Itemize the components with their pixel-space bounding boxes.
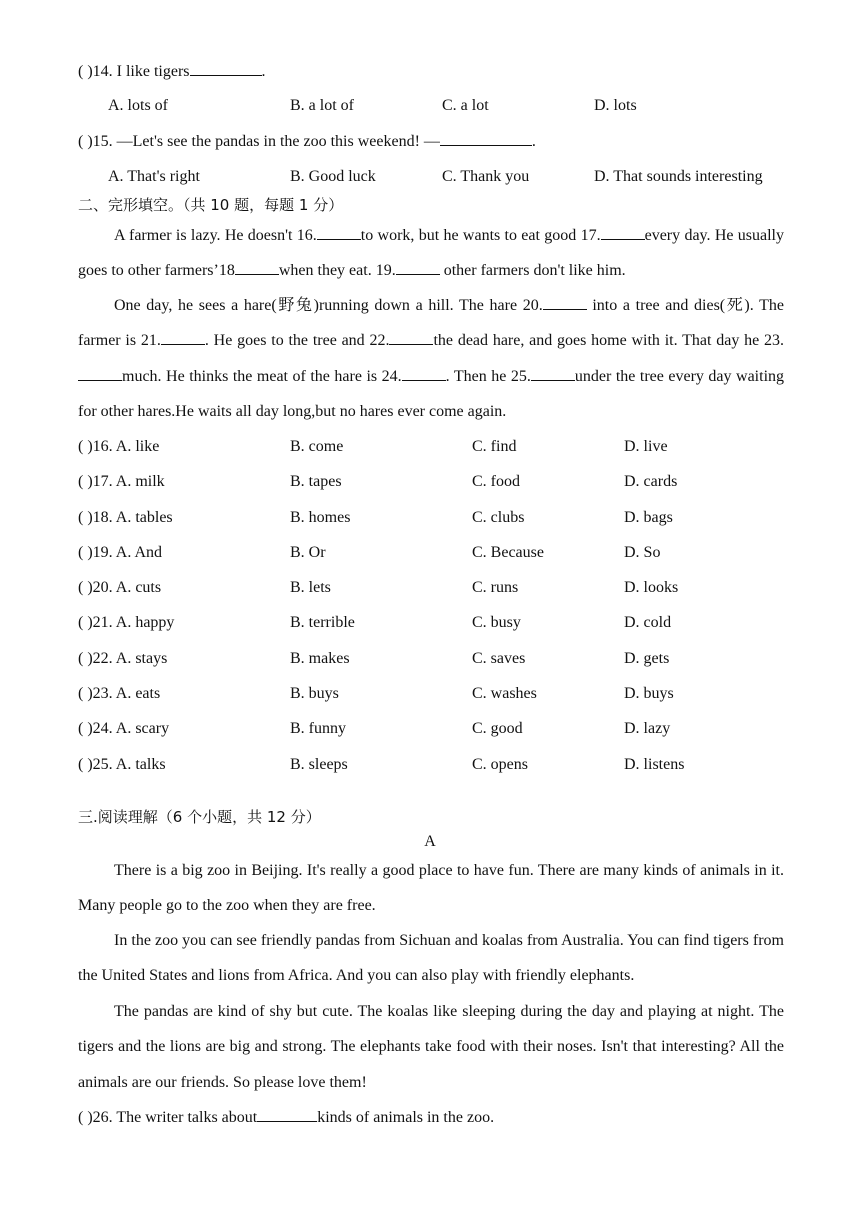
- answer-blank[interactable]: [440, 131, 532, 146]
- question-number-option-a: ( )17. A. milk: [78, 473, 165, 490]
- reading-paragraph-1: There is a big zoo in Beijing. It's really a good place to have fun. There are many kinds of animals in it. Many people go to the zoo when they are free.: [78, 862, 784, 915]
- answer-blank[interactable]: [190, 61, 262, 76]
- option-d: D. gets: [624, 650, 670, 667]
- cloze-text: A farmer is lazy. He doesn't 16.: [114, 227, 317, 244]
- option-b: B. Or: [290, 544, 326, 561]
- option-d: D. That sounds interesting: [594, 168, 763, 185]
- option-b: B. lets: [290, 579, 331, 596]
- blank-25[interactable]: [531, 366, 575, 381]
- option-d: D. live: [624, 438, 668, 455]
- option-d: D. cold: [624, 614, 672, 631]
- option-c: C. find: [472, 438, 517, 455]
- passage-label: A: [424, 833, 436, 850]
- option-c: C. Thank you: [442, 168, 530, 185]
- option-d: D. bags: [624, 509, 673, 526]
- question-number-option-a: ( )22. A. stays: [78, 650, 168, 667]
- blank-24[interactable]: [402, 366, 446, 381]
- cloze-text: under the tree every day waiting for other hares.He waits all day long,but no hares ever come again.: [78, 367, 785, 420]
- question-number-option-a: ( )18. A. tables: [78, 509, 173, 526]
- question-14-text: ( )14. I like tigers: [78, 63, 190, 80]
- reading-paragraph-3: The pandas are kind of shy but cute. The koalas like sleeping during the day and playing at night. The tigers and the lions are big and strong. The elephants take food with their noses. Isn't that interesting? All the animals are our friends. So please love them!: [78, 1003, 784, 1091]
- question-number-option-a: ( )20. A. cuts: [78, 579, 162, 596]
- question-number-option-a: ( )21. A. happy: [78, 614, 175, 631]
- cloze-text: other farmers don't like him.: [439, 262, 626, 280]
- question-15-end: .: [531, 133, 536, 150]
- blank-19[interactable]: [396, 260, 440, 275]
- option-b: B. makes: [290, 650, 350, 667]
- cloze-text: the dead hare, and goes home with it. That day he 23.: [433, 332, 785, 350]
- question-number-option-a: ( )25. A. talks: [78, 756, 166, 773]
- question-26-text: ( )26. The writer talks about: [78, 1109, 258, 1126]
- blank-20[interactable]: [543, 295, 587, 310]
- option-d: D. looks: [624, 579, 679, 596]
- blank-17[interactable]: [601, 225, 645, 240]
- option-d: D. lazy: [624, 720, 671, 737]
- cloze-text: every day. He usually goes to other farmers’18: [78, 227, 785, 280]
- option-b: B. homes: [290, 509, 351, 526]
- question-15: [78, 131, 536, 152]
- cloze-text: . Then he 25.: [445, 367, 531, 385]
- cloze-text: One day, he sees a hare(野兔)running down a hill. The hare 20.: [114, 297, 543, 314]
- option-a: A. lots of: [108, 97, 168, 114]
- blank-18[interactable]: [235, 260, 279, 275]
- blank-23[interactable]: [78, 366, 122, 381]
- option-c: C. opens: [472, 756, 528, 773]
- question-26-end: kinds of animals in the zoo.: [317, 1109, 495, 1126]
- option-d: D. buys: [624, 685, 674, 702]
- option-d: D. So: [624, 544, 661, 561]
- question-14: [78, 61, 266, 82]
- option-c: C. clubs: [472, 509, 525, 526]
- option-b: B. tapes: [290, 473, 342, 490]
- cloze-text: . He goes to the tree and 22.: [204, 332, 390, 350]
- option-b: B. funny: [290, 720, 346, 737]
- question-number-option-a: ( )19. A. And: [78, 544, 162, 561]
- option-d: D. lots: [594, 97, 637, 114]
- cloze-text: much. He thinks the meat of the hare is 24.: [122, 367, 402, 385]
- option-c: C. Because: [472, 544, 544, 561]
- option-b: B. come: [290, 438, 344, 455]
- question-15-text: ( )15. —Let's see the pandas in the zoo this weekend! —: [78, 133, 440, 150]
- option-b: B. sleeps: [290, 756, 348, 773]
- option-d: D. cards: [624, 473, 678, 490]
- option-c: C. good: [472, 720, 523, 737]
- blank-21[interactable]: [161, 330, 205, 345]
- question-number-option-a: ( )24. A. scary: [78, 720, 170, 737]
- question-14-end: .: [261, 63, 266, 80]
- section-2-heading: 二、完形填空。（共 10 题，每题 1 分）: [78, 196, 344, 214]
- cloze-paragraph-2: [78, 288, 784, 429]
- cloze-paragraph-1: [78, 218, 784, 289]
- option-b: B. buys: [290, 685, 339, 702]
- option-c: C. food: [472, 473, 520, 490]
- reading-paragraph-2: In the zoo you can see friendly pandas from Sichuan and koalas from Australia. You can find tigers from the United States and lions from Africa. And you can also play with friendly elephants.: [78, 932, 784, 985]
- blank-22[interactable]: [389, 330, 433, 345]
- option-c: C. busy: [472, 614, 521, 631]
- option-c: C. washes: [472, 685, 537, 702]
- question-number-option-a: ( )23. A. eats: [78, 685, 161, 702]
- cloze-text: when they eat. 19.: [278, 262, 396, 280]
- option-b: B. terrible: [290, 614, 355, 631]
- cloze-text: into a tree and dies(死). The farmer is 21.: [78, 297, 784, 350]
- answer-blank[interactable]: [257, 1107, 317, 1122]
- option-b: B. Good luck: [290, 168, 376, 185]
- cloze-text: to work, but he wants to eat good 17.: [360, 227, 601, 244]
- option-b: B. a lot of: [290, 97, 354, 114]
- section-3-heading: 三.阅读理解（6 个小题，共 12 分）: [78, 808, 321, 826]
- option-c: C. runs: [472, 579, 519, 596]
- option-c: C. a lot: [442, 97, 489, 114]
- question-number-option-a: ( )16. A. like: [78, 438, 160, 455]
- blank-16[interactable]: [317, 225, 361, 240]
- option-c: C. saves: [472, 650, 526, 667]
- question-26: [78, 1107, 494, 1128]
- option-a: A. That's right: [108, 168, 200, 185]
- option-d: D. listens: [624, 756, 685, 773]
